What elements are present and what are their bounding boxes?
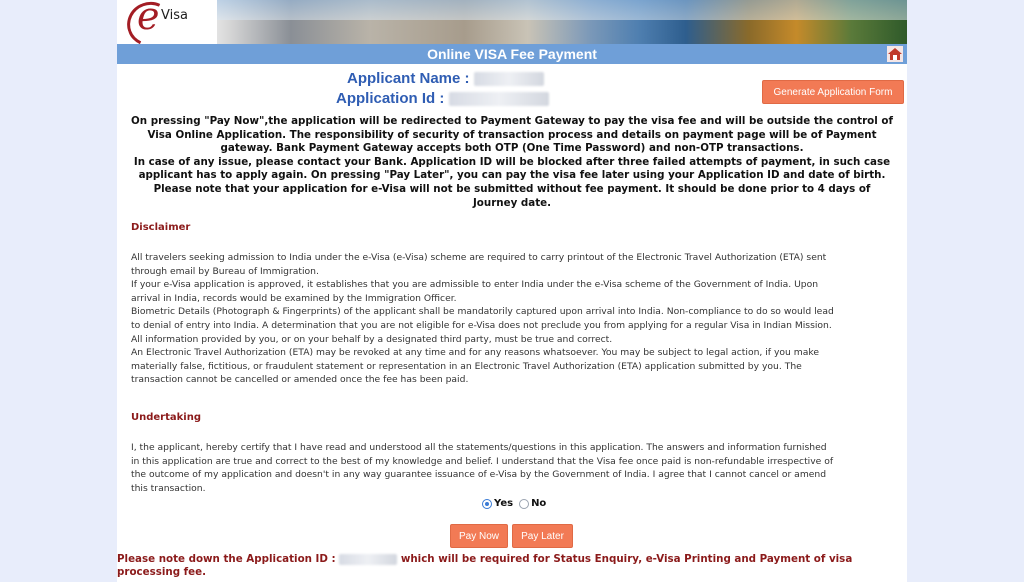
disclaimer-line: An Electronic Travel Authorization (ETA) may be revoked at any time and for any reasons whatsoever. You may be subject to legal action, if you make bbox=[131, 347, 819, 359]
disclaimer-line: transaction cannot be cancelled or amended once the fee has been paid. bbox=[131, 374, 469, 386]
notice-line: applicant has to apply again. On pressing "Pay Later", you can pay the visa fee later using your Application ID and date of birth. bbox=[138, 169, 886, 182]
disclaimer-line: through email by Bureau of Immigration. bbox=[131, 265, 319, 277]
evisa-logo[interactable] bbox=[117, 0, 217, 44]
application-id-value-redacted bbox=[449, 92, 549, 106]
logo-letter: e bbox=[137, 0, 160, 38]
agree-radio-group bbox=[482, 498, 552, 509]
pay-now-button[interactable]: Pay Now bbox=[450, 524, 508, 548]
undertaking-line: I, the applicant, hereby certify that I have read and understood all the statements/questions in this application. The answers and information furnished bbox=[131, 442, 827, 453]
note-line-2: processing fee. bbox=[117, 566, 207, 578]
note-line-1 bbox=[117, 553, 907, 566]
applicant-name-label: Applicant Name : bbox=[347, 70, 474, 87]
notice-line: Journey date. bbox=[472, 196, 552, 209]
notice-line: gateway. Bank Payment Gateway accepts both OTP (One Time Password) and non-OTP transactions. bbox=[220, 142, 804, 155]
application-id-label: Application Id : bbox=[336, 90, 449, 107]
disclaimer-line: Biometric Details (Photograph & Fingerprints) of the applicant shall be mandatorily captured upon arrival into India. Non-compliance to do so would lead bbox=[131, 306, 834, 318]
note-app-id-redacted bbox=[339, 554, 397, 565]
applicant-name-value-redacted bbox=[474, 72, 544, 86]
page-title: Online VISA Fee Payment bbox=[427, 46, 597, 62]
disclaimer-heading: Disclaimer bbox=[131, 222, 191, 233]
disclaimer-line: If your e-Visa application is approved, it establishes that you are admissible to enter India under the e-Visa scheme of the Government of India. Upon bbox=[131, 279, 819, 291]
note-suffix: which will be required for Status Enquiry, e-Visa Printing and Payment of visa bbox=[397, 553, 853, 565]
page-title-bar bbox=[117, 44, 907, 64]
page-container bbox=[117, 0, 907, 582]
application-id-row bbox=[336, 90, 549, 107]
pay-later-button[interactable]: Pay Later bbox=[512, 524, 573, 548]
notice-line: Visa Online Application. The responsibility of security of transaction process and details on payment page will be of Payment bbox=[147, 128, 877, 141]
logo-text: Visa bbox=[161, 8, 188, 23]
header-banner bbox=[117, 0, 907, 44]
applicant-name-row bbox=[347, 70, 544, 87]
no-radio-label[interactable]: No bbox=[531, 498, 547, 509]
disclaimer-line: All travelers seeking admission to India under the e-Visa (e-Visa) scheme are required to carry printout of the Electronic Travel Authorization (ETA) sent bbox=[131, 252, 827, 263]
undertaking-line: the outcome of my application and doesn't in any way guarantee issuance of e-Visa by the Government of India. I agree that I cannot cancel or amend bbox=[131, 469, 827, 481]
note-prefix: Please note down the Application ID : bbox=[117, 553, 340, 565]
undertaking-heading: Undertaking bbox=[131, 412, 201, 423]
disclaimer-line: All information provided by you, or on your behalf by a designated third party, must be true and correct. bbox=[131, 333, 613, 345]
disclaimer-text bbox=[131, 251, 895, 387]
yes-radio-label[interactable]: Yes bbox=[494, 498, 514, 509]
disclaimer-line: arrival in India, records would be examined by the Immigration Officer. bbox=[131, 292, 457, 304]
application-id-note bbox=[117, 553, 907, 579]
disclaimer-line: materially false, fictitious, or fraudulent statement or representation in an Electronic Travel Authorization (ETA) application submitted by you. The bbox=[131, 360, 802, 372]
disclaimer-line: to denial of entry into India. A determination that you are not eligible for e-Visa does not preclude you from applying for a regular Visa in Indian Mission. bbox=[131, 319, 832, 331]
notice-line: In case of any issue, please contact your Bank. Application ID will be blocked after three failed attempts of payment, in such case bbox=[133, 155, 891, 168]
undertaking-line: in this application are true and correct to the best of my knowledge and belief. I understand that the Visa fee once paid is non-refundable irrespective of bbox=[131, 455, 834, 467]
yes-radio[interactable] bbox=[482, 499, 492, 509]
banner-photo bbox=[207, 0, 907, 20]
undertaking-text bbox=[131, 441, 895, 495]
generate-application-form-button[interactable]: Generate Application Form bbox=[762, 80, 904, 104]
home-icon[interactable] bbox=[887, 46, 903, 62]
notice-line: On pressing "Pay Now",the application will be redirected to Payment Gateway to pay the visa fee and will be outside the control of bbox=[131, 115, 893, 127]
undertaking-line: this transaction. bbox=[131, 482, 206, 494]
no-radio[interactable] bbox=[519, 499, 529, 509]
payment-notice bbox=[117, 115, 907, 210]
notice-line: Please note that your application for e-Visa will not be submitted without fee payment. It should be done prior to 4 days of bbox=[153, 182, 871, 195]
